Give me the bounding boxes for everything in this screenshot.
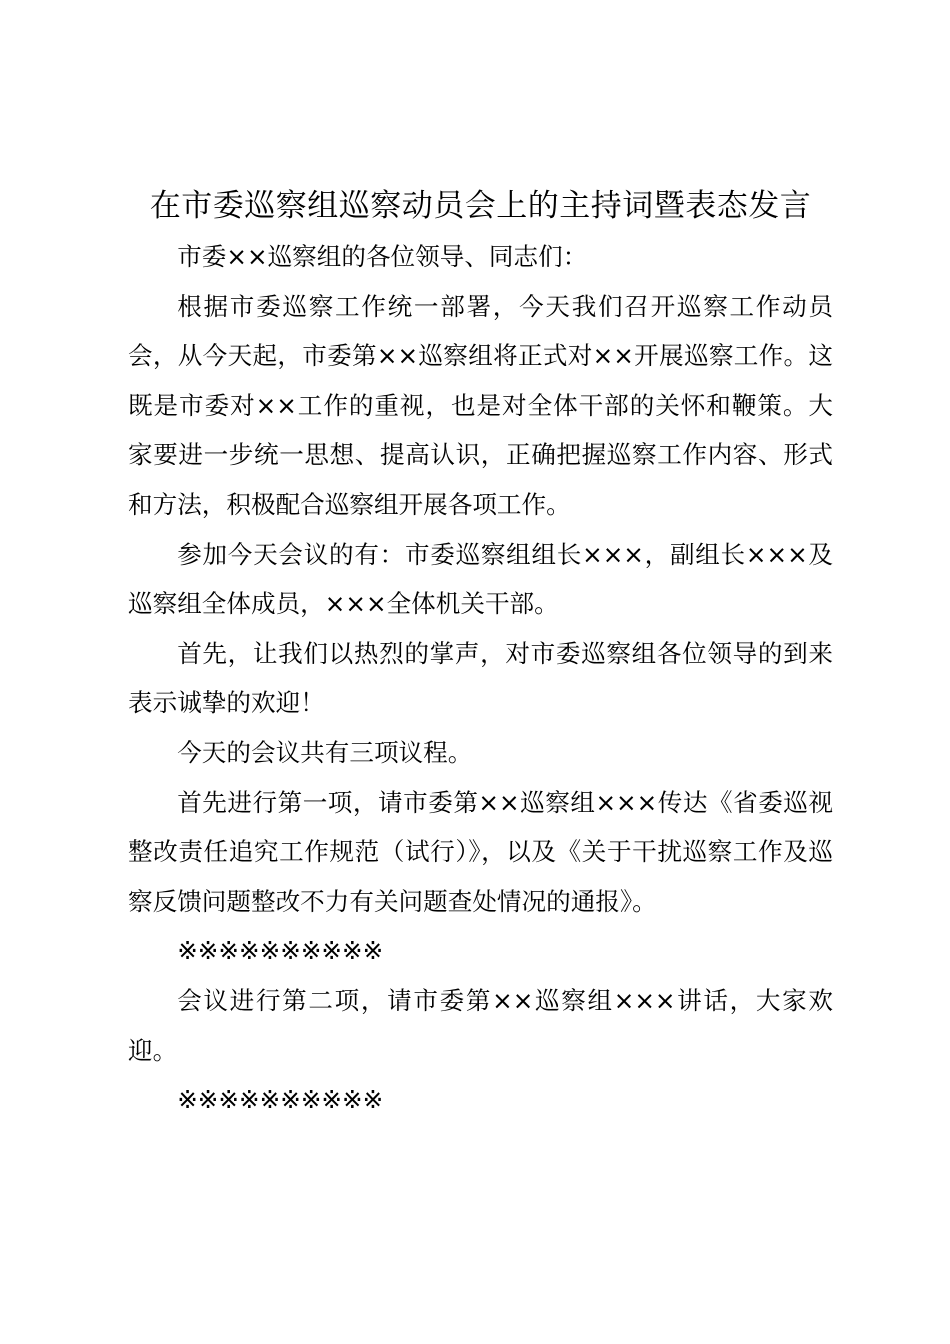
- document-title: 在市委巡察组巡察动员会上的主持词暨表态发言: [149, 188, 812, 224]
- paragraph-salutation: 市委××巡察组的各位领导、同志们：: [177, 242, 588, 271]
- paragraph-agenda: 今天的会议共有三项议程。: [177, 737, 473, 767]
- paragraph-separator: ※※※※※※※※※※: [177, 936, 384, 966]
- paragraph-attendees: 参加今天会议的有：市委巡察组组长×××，副组长×××及巡察组全体成员，×××全体机关干部。: [128, 539, 833, 619]
- paragraph-separator: ※※※※※※※※※※: [177, 1085, 384, 1115]
- paragraph-intro: 根据市委巡察工作统一部署，今天我们召开巡察工作动员会，从今天起，市委第××巡察组将正式对××开展巡察工作。这既是市委对××工作的重视，也是对全体干部的关怀和鞭策。大家要进一步统一思想、提高认识，正确把握巡察工作内容、形式和方法，积极配合巡察组开展各项工作。: [128, 291, 833, 519]
- paragraph-welcome: 首先，让我们以热烈的掌声，对市委巡察组各位领导的到来表示诚挚的欢迎！: [128, 638, 833, 718]
- document-page: [128, 180, 833, 1125]
- paragraph-item-one: 首先进行第一项，请市委第××巡察组×××传达《省委巡视整改责任追究工作规范（试行）》，以及《关于干扰巡察工作及巡察反馈问题整改不力有关问题查处情况的通报》。: [128, 787, 833, 916]
- paragraph-item-two: 会议进行第二项，请市委第××巡察组×××讲话，大家欢迎。: [128, 985, 833, 1065]
